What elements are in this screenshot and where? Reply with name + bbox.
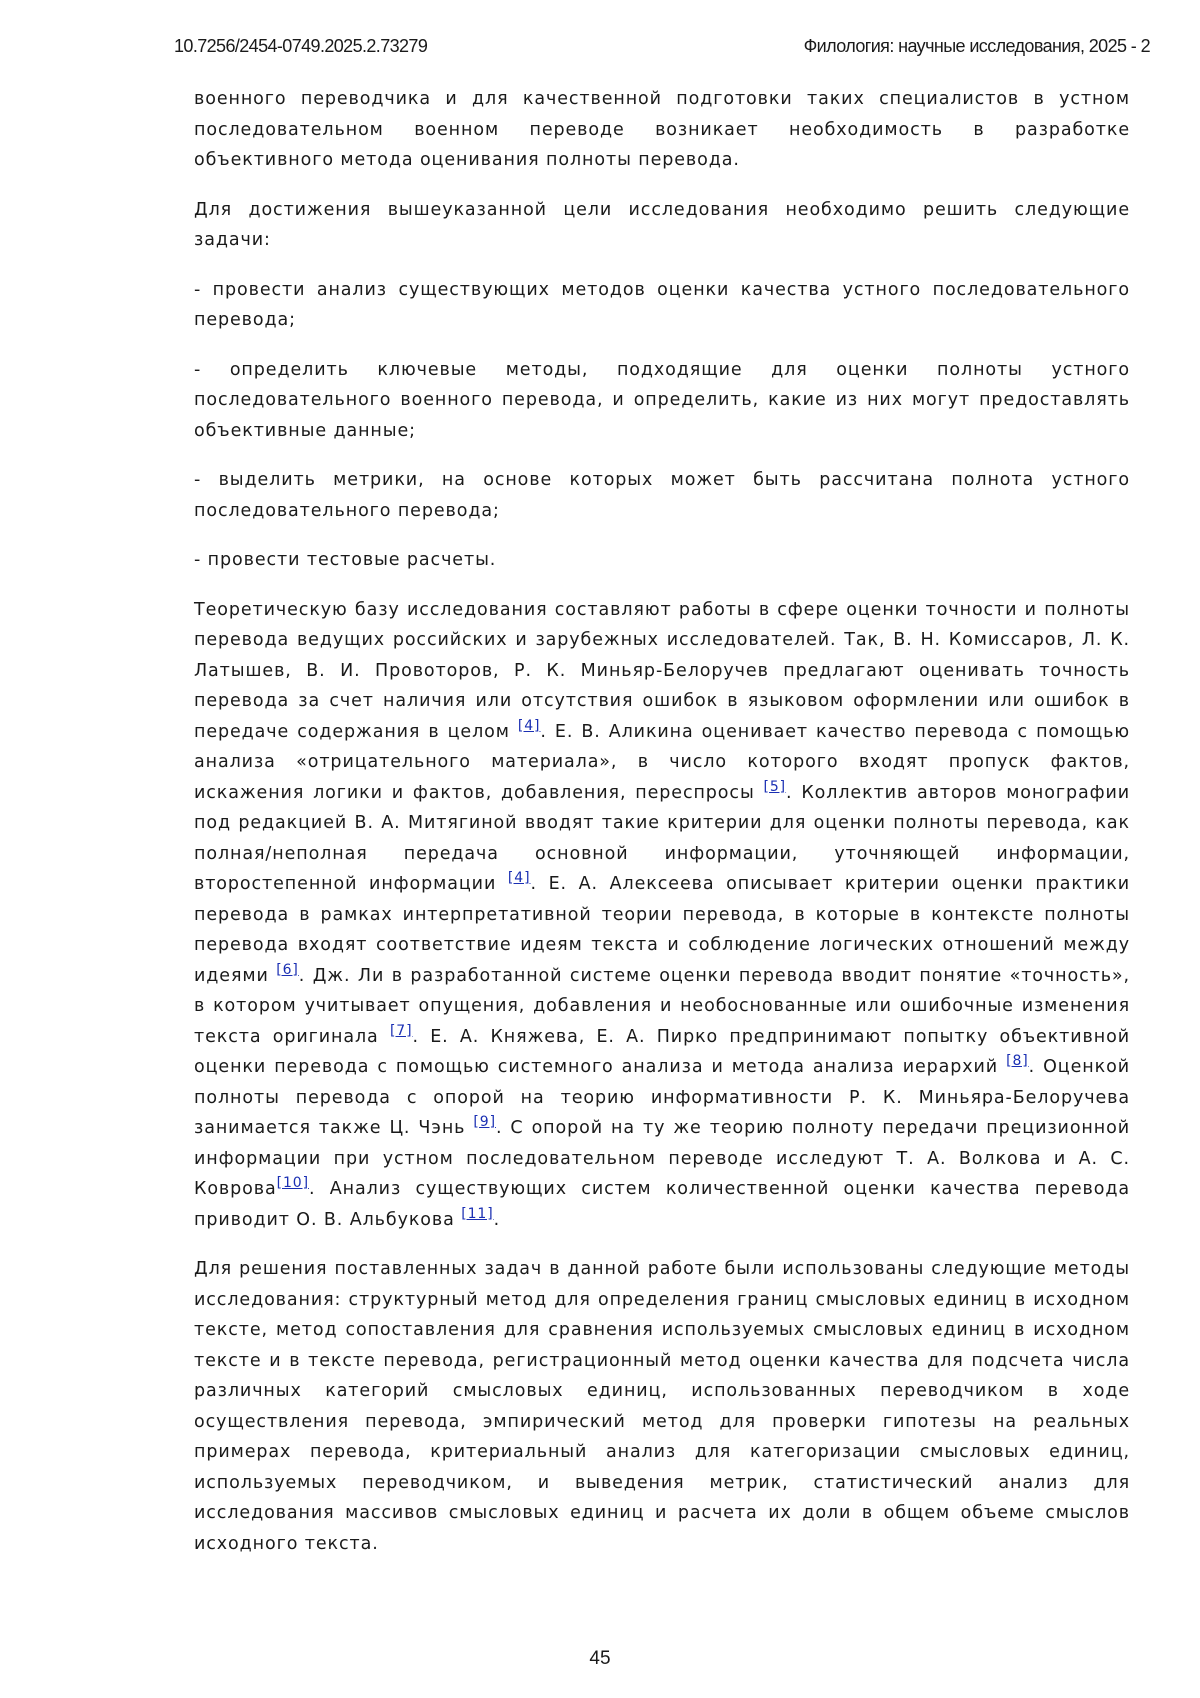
- task-item-3: - выделить метрики, на основе которых может быть рассчитана полнота устного последовательного перевода;: [194, 470, 1130, 521]
- doi-label: 10.7256/2454-0749.2025.2.73279: [174, 36, 428, 56]
- citation-link[interactable]: [8]: [1006, 1053, 1029, 1069]
- task-item-1: - провести анализ существующих методов оценки качества устного последовательного перевода;: [194, 279, 1130, 330]
- citation-ref: [473, 1114, 496, 1130]
- text-run: .: [493, 1209, 501, 1230]
- paragraph-methods: Для решения поставленных задач в данной работе были использованы следующие методы исследования: структурный метод для определения границ смысловых единиц в исходном тексте, метод сопоставления для сравнения используемых смысловых единиц в исходном тексте и в тексте перевода, регистрационный метод оценки качества для подсчета числа различных категорий смысловых единиц, использованных переводчиком в ходе осуществления перевода, эмпирический метод для проверки гипотезы на реальных примерах перевода, критериальный анализ для категоризации смысловых единиц, используемых переводчиком, и выведения метрик, статистический анализ для исследования массивов смысловых единиц и расчета их доли в общем объеме смыслов исходного текста.: [194, 1259, 1130, 1554]
- page-header: [174, 36, 1150, 62]
- text-run: . Оценкой полноты перевода с опорой на теорию информативности Р. К. Миньяра-Белоручева занимается также Ц. Чэнь: [194, 1057, 1130, 1138]
- text-run: . Коллектив авторов монографии под редакцией В. А. Митягиной вводят такие критерии для оценки полноты перевода, как полная/неполная передача основной информации, уточняющей информации, второстепенной информации: [194, 782, 1130, 894]
- text-run: . Дж. Ли в разработанной системе оценки перевода вводит понятие «точность», в котором учитывает опущения, добавления и необоснованные или ошибочные изменения текста оригинала: [194, 965, 1130, 1047]
- text-run: . Е. А. Княжева, Е. А. Пирко предпринимают попытку объективной оценки перевода с помощью системного анализа и метода анализа иерархий: [194, 1026, 1130, 1077]
- citation-link[interactable]: [6]: [276, 961, 299, 978]
- article-body: [194, 84, 1130, 1578]
- text-run: . С опорой на ту же теорию полноту передачи прецизионной информации при устном последовательном переводе исследуют Т. А. Волкова и А. С. Коврова: [194, 1118, 1130, 1199]
- citation-link[interactable]: [5]: [763, 778, 787, 795]
- citation-link[interactable]: [4]: [517, 717, 541, 734]
- citation-ref: [508, 870, 531, 886]
- text-run: . Е. А. Алексеева описывает критерии оценки практики перевода в рамках интерпретативной теории перевода, в которые в контексте полноты перевода входят соответствие идеям текста и соблюдение логических отношений между идеями: [194, 874, 1130, 986]
- paragraph-tasks-intro: Для достижения вышеуказанной цели исследования необходимо решить следующие задачи:: [194, 199, 1130, 250]
- paragraph-theory-base: [194, 595, 1130, 1236]
- paragraph-intro-continuation: военного переводчика и для качественной подготовки таких специалистов в устном последовательном военном переводе возникает необходимость в разработке объективного метода оценивания полноты перевода.: [194, 89, 1130, 170]
- citation-link[interactable]: [4]: [507, 870, 531, 886]
- task-item-4: - провести тестовые расчеты.: [194, 550, 497, 570]
- journal-title: Филология: научные исследования, 2025 - 2: [803, 36, 1150, 56]
- text-run: Теоретическую базу исследования составляют работы в сфере оценки точности и полноты перевода ведущих российских и зарубежных исследователей. Так, В. Н. Комиссаров, Л. К. Латышев, В. И. Провоторов, Р. К. Миньяр-Белоручев предлагают оценивать точность перевода за счет наличия или отсутствия ошибок в языковом оформлении или ошибок в передаче содержания в целом: [194, 599, 1130, 742]
- citation-ref: [518, 718, 541, 734]
- citation-link[interactable]: [10]: [276, 1175, 309, 1191]
- citation-ref: [461, 1206, 493, 1222]
- citation-ref: [276, 962, 299, 978]
- citation-ref: [390, 1023, 413, 1039]
- text-run: . Анализ существующих систем количественной оценки качества перевода приводит О. В. Альбукова: [194, 1179, 1130, 1230]
- citation-link[interactable]: [9]: [473, 1114, 496, 1130]
- task-item-2: - определить ключевые методы, подходящие для оценки полноты устного последовательного военного перевода, и определить, какие из них могут предоставлять объективные данные;: [194, 359, 1130, 441]
- citation-link[interactable]: [11]: [461, 1205, 494, 1222]
- citation-ref: [764, 779, 787, 795]
- text-run: . Е. В. Аликина оценивает качество перевода с помощью анализа «отрицательного материала», в число которого входят пропуск фактов, искажения логики и фактов, добавления, переспросы: [194, 721, 1130, 803]
- citation-ref: [1006, 1053, 1029, 1069]
- citation-link[interactable]: [7]: [389, 1022, 413, 1039]
- citation-ref: [277, 1175, 309, 1191]
- page-number: 45: [589, 1648, 611, 1669]
